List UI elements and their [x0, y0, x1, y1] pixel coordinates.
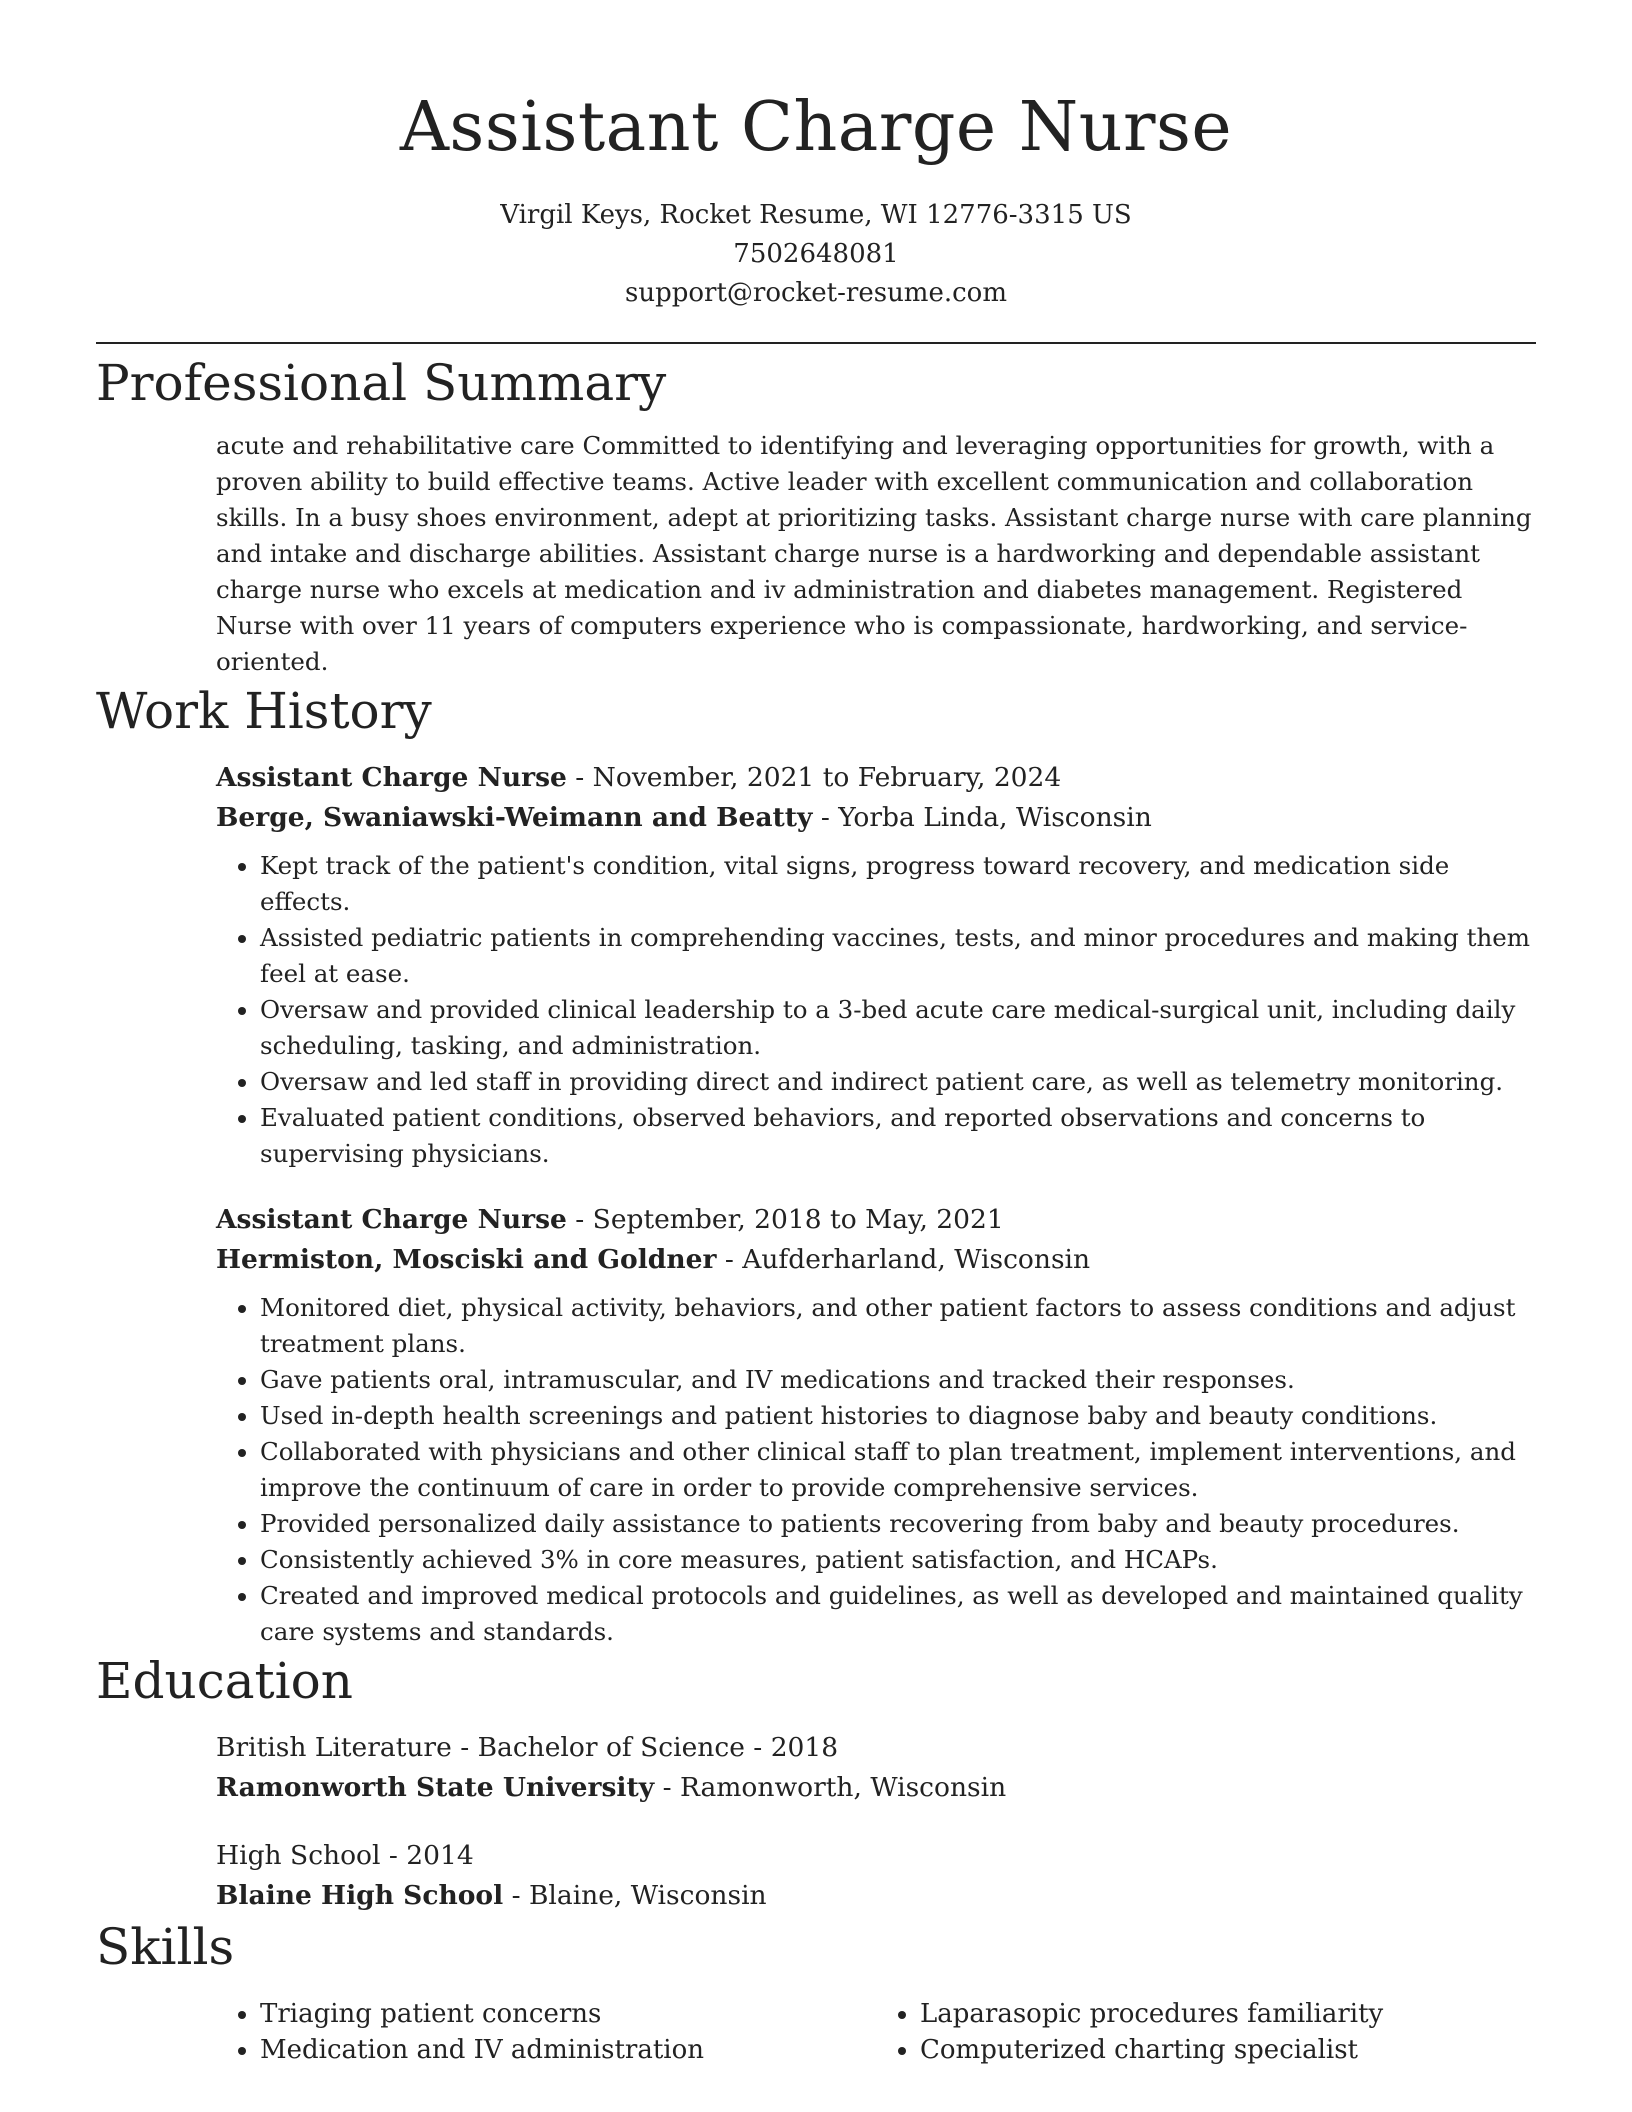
job-entry	[216, 758, 1536, 1172]
job-company-line	[216, 798, 1536, 838]
skill-item: • Medication and IV administration	[260, 2032, 876, 2068]
job-bullet: • Gave patients oral, intramuscular, and IV medications and tracked their responses.	[260, 1362, 1536, 1398]
job-company-line	[216, 1240, 1536, 1280]
section-heading-summary: Professional Summary	[96, 354, 667, 412]
skills-column-left	[216, 1996, 876, 2068]
resume-title: Assistant Charge Nurse	[399, 88, 1233, 167]
job-company: Berge, Swaniawski-Weimann and Beatty	[216, 802, 813, 833]
degree-line: British Literature - Bachelor of Science - 2018	[216, 1732, 839, 1763]
job-bullets	[216, 1290, 1536, 1650]
job-location: - Yorba Linda, Wisconsin	[812, 802, 1152, 833]
job-bullet: • Evaluated patient conditions, observed behaviors, and reported observations and concerns to supervising physicians.	[260, 1100, 1536, 1172]
section-heading-skills: Skills	[96, 1918, 235, 1976]
job-bullet: • Consistently achieved 3% in core measures, patient satisfaction, and HCAPs.	[260, 1542, 1536, 1578]
section-heading-education: Education	[96, 1652, 353, 1710]
job-title: Assistant Charge Nurse	[216, 762, 567, 793]
education-entry	[216, 1728, 1536, 1808]
job-location: - Aufderharland, Wisconsin	[716, 1244, 1091, 1275]
job-bullets	[216, 848, 1536, 1172]
school-line	[216, 1876, 1536, 1916]
skills-list	[216, 1996, 1536, 2068]
job-title: Assistant Charge Nurse	[216, 1204, 567, 1235]
degree-line: High School - 2014	[216, 1840, 474, 1871]
contact-email: support@rocket-resume.com	[624, 278, 1007, 308]
job-bullet: • Monitored diet, physical activity, behaviors, and other patient factors to assess conditions and adjust treatment plans.	[260, 1290, 1536, 1362]
job-dates: - November, 2021 to February, 2024	[566, 762, 1062, 793]
job-bullet: • Kept track of the patient's condition, vital signs, progress toward recovery, and medication side effects.	[260, 848, 1536, 920]
school-line	[216, 1768, 1536, 1808]
resume-header	[96, 0, 1536, 313]
school-name: Ramonworth State University	[216, 1772, 655, 1803]
education-entry	[216, 1836, 1536, 1916]
job-company: Hermiston, Mosciski and Goldner	[216, 1244, 717, 1275]
skill-item: • Triaging patient concerns	[260, 1996, 876, 2032]
contact-block	[96, 196, 1536, 313]
summary-text: acute and rehabilitative care Committed to identifying and leveraging opportunities for growth, with a proven ability to build effective teams. Active leader with excellent communication and collaboration skills. In a busy shoes environment, adept at prioritizing tasks. Assistant charge nurse with care planning and intake and discharge abilities. Assistant charge nurse is a hardworking and dependable assistant charge nurse who excels at medication and iv administration and diabetes management. Registered Nurse with over 11 years of computers experience who is compassionate, hardworking, and service-oriented.	[216, 431, 1532, 676]
job-bullet: • Created and improved medical protocols and guidelines, as well as developed and maintained quality care systems and standards.	[260, 1578, 1536, 1650]
skill-item: • Computerized charting specialist	[920, 2032, 1536, 2068]
header-divider	[96, 342, 1536, 344]
contact-address: Virgil Keys, Rocket Resume, WI 12776-3315 US	[500, 200, 1132, 230]
job-bullet: • Oversaw and provided clinical leadership to a 3-bed acute care medical-surgical unit, including daily scheduling, tasking, and administration.	[260, 992, 1536, 1064]
job-bullet: • Used in-depth health screenings and patient histories to diagnose baby and beauty conditions.	[260, 1398, 1536, 1434]
skills-column-right	[876, 1996, 1536, 2068]
school-location: - Blaine, Wisconsin	[503, 1880, 767, 1911]
skill-item: • Laparasopic procedures familiarity	[920, 1996, 1536, 2032]
job-dates: - September, 2018 to May, 2021	[566, 1204, 1004, 1235]
job-bullet: • Oversaw and led staff in providing direct and indirect patient care, as well as telemetry monitoring.	[260, 1064, 1536, 1100]
school-name: Blaine High School	[216, 1880, 504, 1911]
job-title-line	[216, 758, 1536, 798]
job-bullet: • Provided personalized daily assistance to patients recovering from baby and beauty procedures.	[260, 1506, 1536, 1542]
job-bullet: • Assisted pediatric patients in comprehending vaccines, tests, and minor procedures and making them feel at ease.	[260, 920, 1536, 992]
section-heading-work-history: Work History	[96, 682, 432, 740]
job-title-line	[216, 1200, 1536, 1240]
contact-phone: 7502648081	[733, 239, 899, 269]
job-bullet: • Collaborated with physicians and other clinical staff to plan treatment, implement interventions, and improve the continuum of care in order to provide comprehensive services.	[260, 1434, 1536, 1506]
school-location: - Ramonworth, Wisconsin	[654, 1772, 1007, 1803]
job-entry	[216, 1200, 1536, 1650]
resume-page	[96, 0, 1536, 2068]
